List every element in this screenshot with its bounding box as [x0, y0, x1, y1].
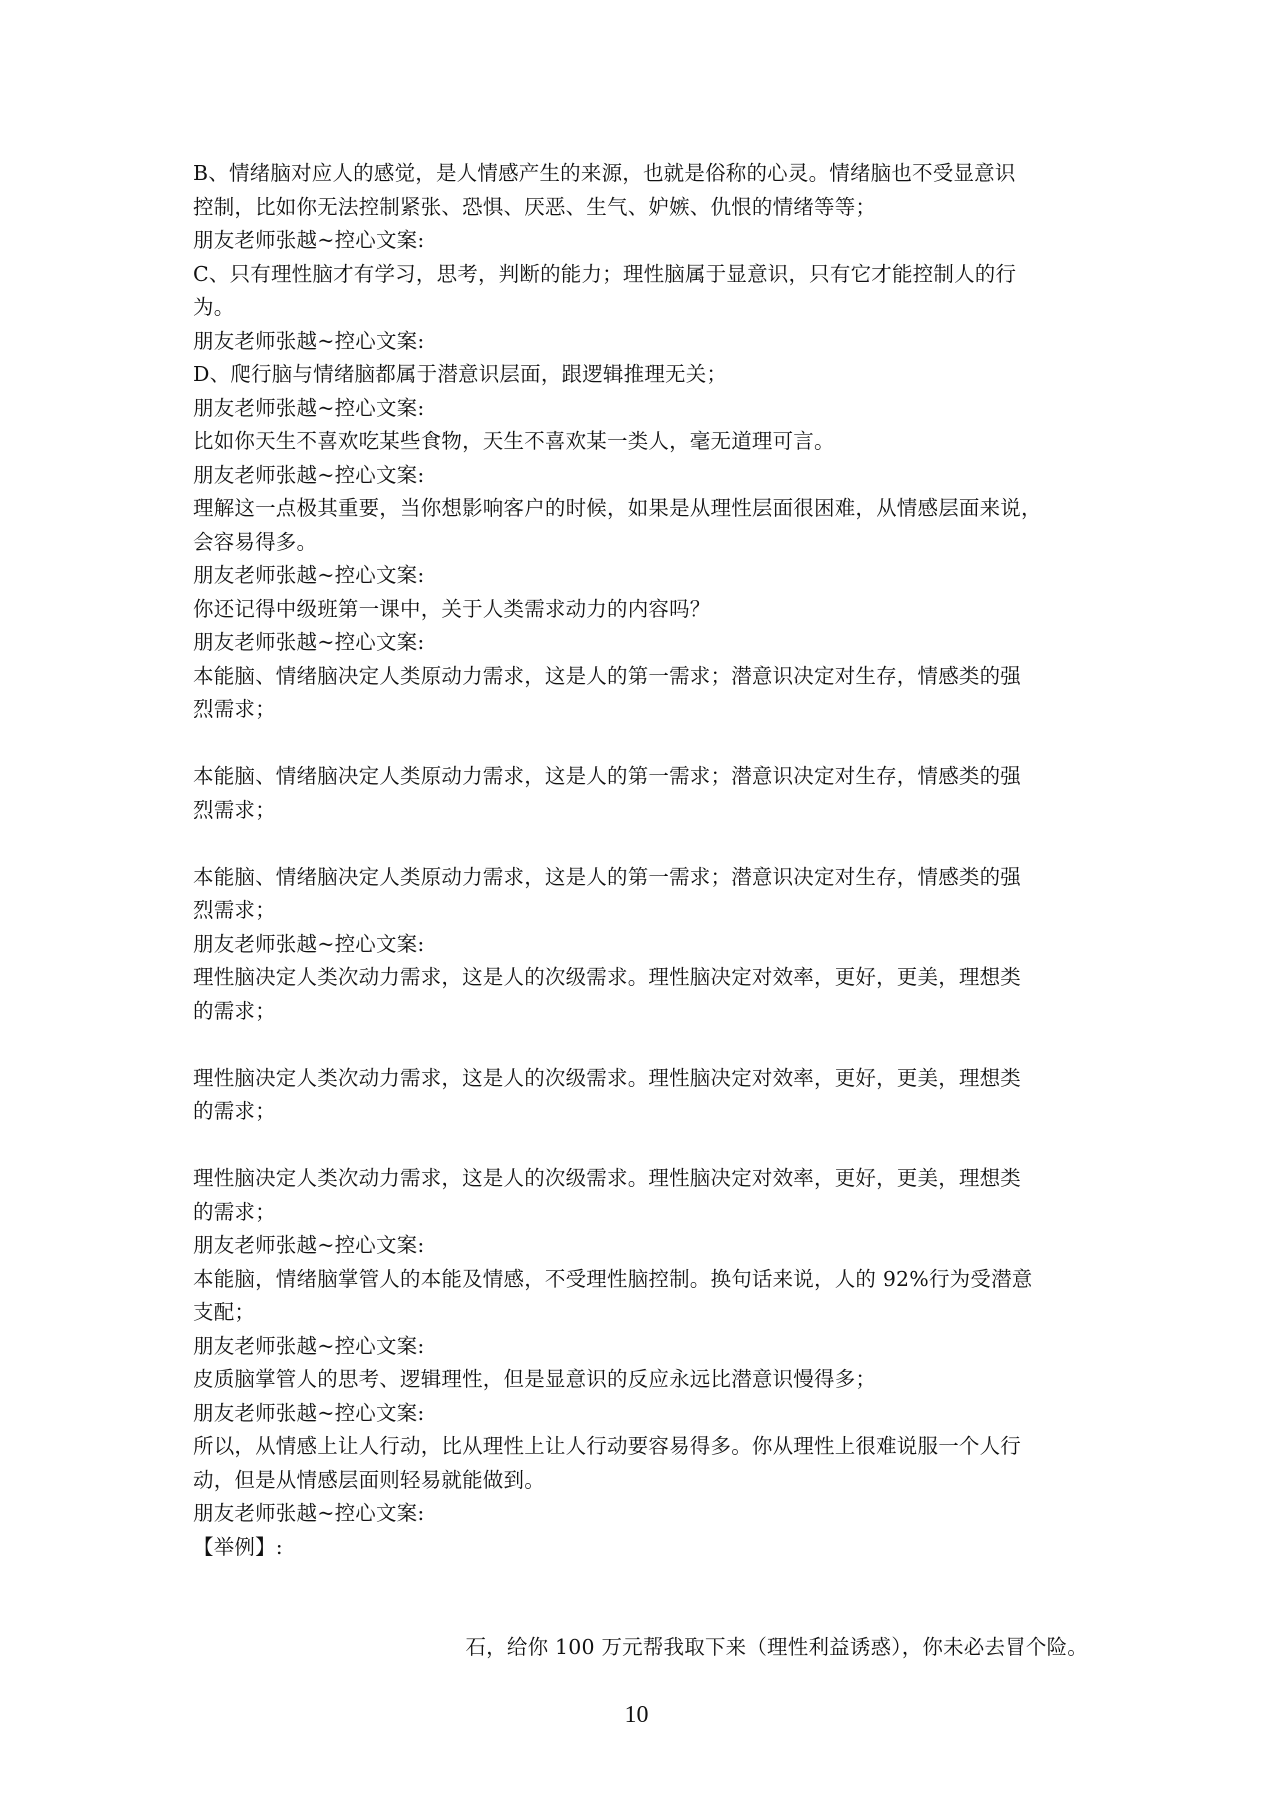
text-line: 烈需求； [193, 697, 276, 721]
text-line: 理性脑决定人类次动力需求，这是人的次级需求。理性脑决定对效率，更好，更美，理想类 [193, 1065, 1021, 1090]
text-line: C、只有理性脑才有学习，思考，判断的能力；理性脑属于显意识，只有它才能控制人的行 [193, 261, 1017, 286]
text-line: 会容易得多。 [193, 529, 318, 554]
text-line: 本能脑，情绪脑掌管人的本能及情感，不受理性脑控制。换句话来说，人的 92%行为受潜意 [193, 1266, 1033, 1291]
text-line: 朋友老师张越~控心文案: [193, 228, 425, 252]
text-line: 的需求； [193, 1099, 276, 1123]
text-line: 朋友老师张越~控心文案: [193, 563, 425, 587]
text-line: 的需求； [193, 1199, 276, 1224]
text-line: 比如你天生不喜欢吃某些食物，天生不喜欢某一类人，毫无道理可言。 [193, 429, 835, 453]
text-line: 皮质脑掌管人的思考、逻辑理性，但是显意识的反应永远比潜意识慢得多； [193, 1367, 877, 1391]
text-line: 朋友老师张越~控心文案: [193, 395, 425, 420]
text-line: 支配； [193, 1300, 256, 1324]
text-line: B、情绪脑对应人的感觉，是人情感产生的来源，也就是俗称的心灵。情绪脑也不受显意识 [193, 161, 1016, 185]
text-line: 为。 [193, 295, 235, 319]
text-line: 你还记得中级班第一课中，关于人类需求动力的内容吗？ [193, 596, 711, 621]
closing-line: 石，给你 100 万元帮我取下来（理性利益诱惑），你未必去冒个险。 [465, 1635, 1088, 1659]
text-line: 本能脑、情绪脑决定人类原动力需求，这是人的第一需求；潜意识决定对生存，情感类的强 [193, 764, 1021, 788]
text-line: 朋友老师张越~控心文案: [193, 462, 425, 487]
text-line: 本能脑、情绪脑决定人类原动力需求，这是人的第一需求；潜意识决定对生存，情感类的强 [193, 864, 1021, 889]
blank-line [193, 1129, 1088, 1163]
text-line: D、爬行脑与情绪脑都属于潜意识层面，跟逻辑推理无关； [193, 362, 728, 386]
blank-line [193, 727, 1088, 761]
text-line: 理性脑决定人类次动力需求，这是人的次级需求。理性脑决定对效率，更好，更美，理想类 [193, 965, 1021, 989]
text-line: 朋友老师张越~控心文案: [193, 328, 425, 353]
text-line: 朋友老师张越~控心文案: [193, 1333, 425, 1358]
text-line: 朋友老师张越~控心文案: [193, 1400, 425, 1425]
text-line: 朋友老师张越~控心文案: [193, 630, 425, 654]
text-line: 烈需求； [193, 898, 276, 922]
text-line: 所以，从情感上让人行动，比从理性上让人行动要容易得多。你从理性上很难说服一个人行 [193, 1434, 1021, 1458]
text-line: 朋友老师张越~控心文案: [193, 1501, 425, 1525]
text-line: 朋友老师张越~控心文案: [193, 931, 425, 956]
text-line: 【举例】: [193, 1534, 283, 1559]
page-number: 10 [624, 1702, 649, 1728]
text-line: 本能脑、情绪脑决定人类原动力需求，这是人的第一需求；潜意识决定对生存，情感类的强 [193, 663, 1021, 688]
blank-line [193, 1028, 1088, 1062]
text-line: 理解这一点极其重要，当你想影响客户的时候，如果是从理性层面很困难，从情感层面来说， [193, 496, 1042, 520]
text-line: 烈需求； [193, 797, 276, 822]
text-line: 的需求； [193, 998, 276, 1023]
spacer [193, 1564, 1088, 1631]
text-line: 控制，比如你无法控制紧张、恐惧、厌恶、生气、妒嫉、仇恨的情绪等等； [193, 194, 877, 219]
text-line: 朋友老师张越~控心文案: [193, 1233, 425, 1257]
document-body [193, 157, 1088, 1665]
text-line: 理性脑决定人类次动力需求，这是人的次级需求。理性脑决定对效率，更好，更美，理想类 [193, 1166, 1021, 1190]
text-line: 动，但是从情感层面则轻易就能做到。 [193, 1467, 545, 1492]
blank-line [193, 827, 1088, 861]
